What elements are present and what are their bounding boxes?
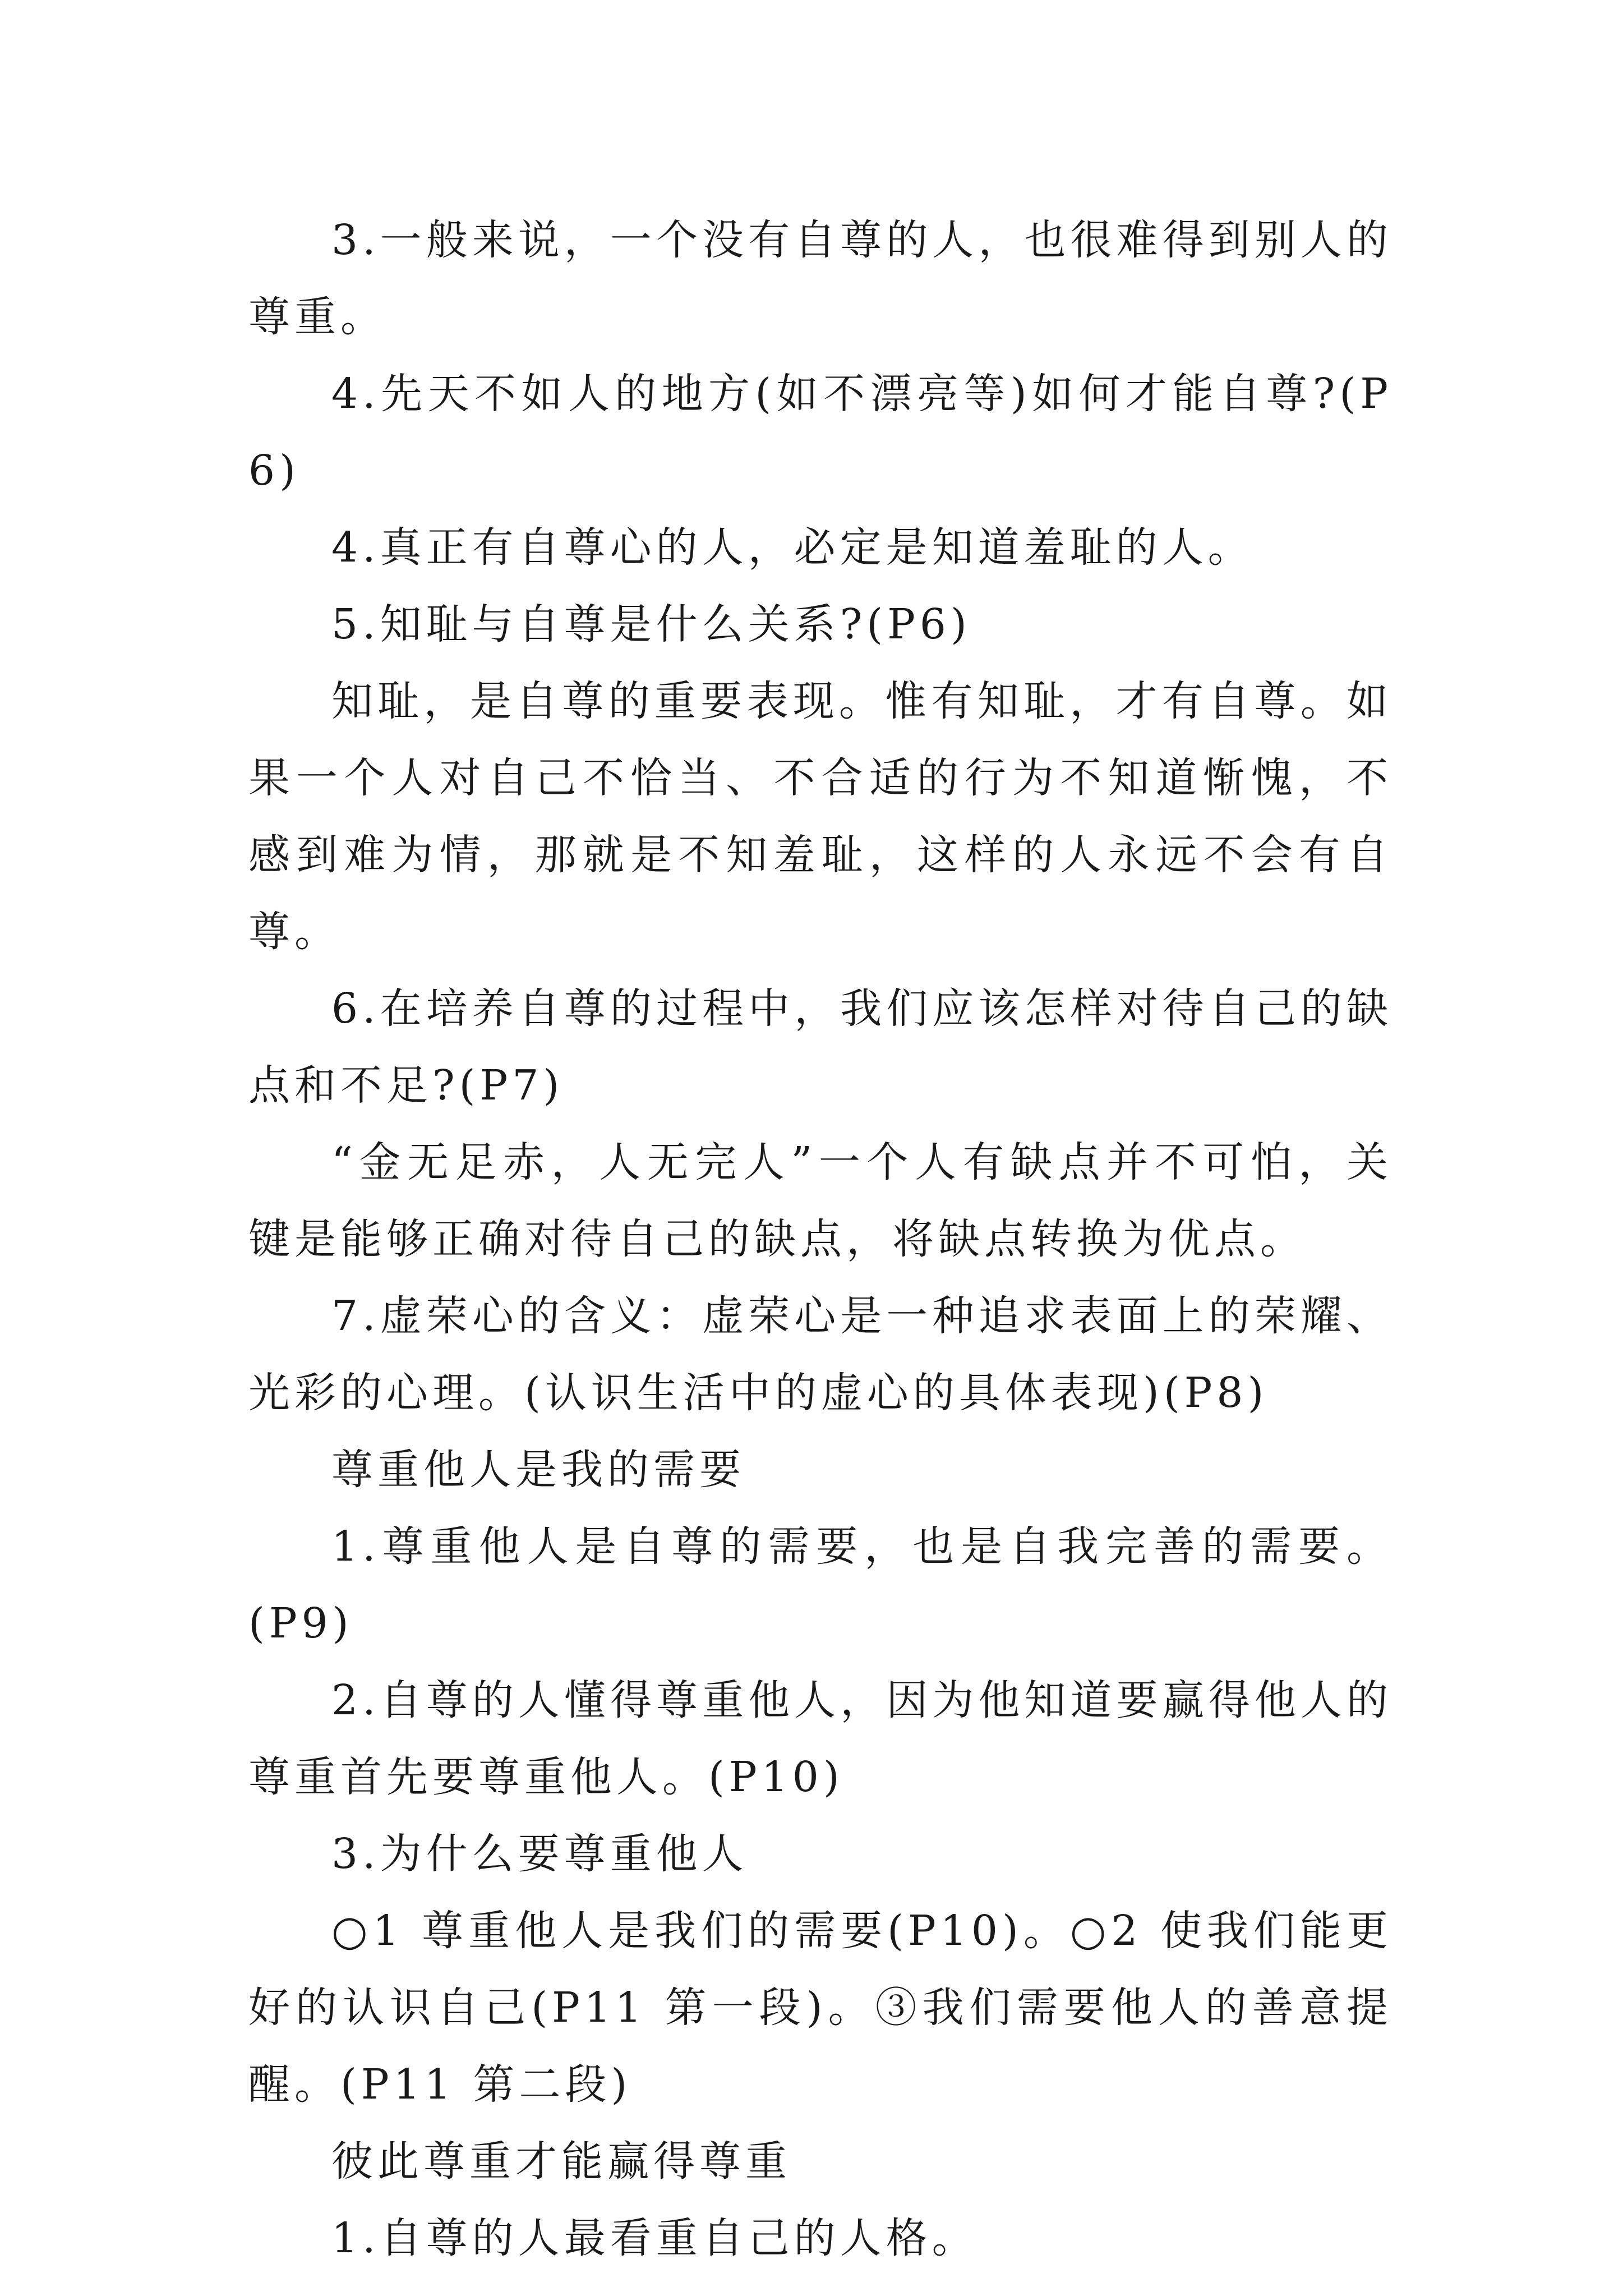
paragraph-4: 5.知耻与自尊是什么关系?(P6) xyxy=(331,600,971,648)
paragraph-8: 7.虚荣心的含义：虚荣心是一种追求表面上的荣耀、光彩的心理。(认识生活中的虚心的具体表现)(P8) xyxy=(248,1292,1393,1417)
paragraph-12: 3.为什么要尊重他人 xyxy=(331,1830,748,1878)
paragraph-11: 2.自尊的人懂得尊重他人，因为他知道要赢得他人的尊重首先要尊重他人。(P10) xyxy=(248,1676,1393,1801)
section-heading-respect-others: 尊重他人是我的需要 xyxy=(331,1446,745,1494)
paragraph-2: 4.先天不如人的地方(如不漂亮等)如何才能自尊?(P6) xyxy=(248,370,1393,495)
paragraph-5: 知耻，是自尊的重要表现。惟有知耻，才有自尊。如果一个人对自己不恰当、不合适的行为不知道惭愧，不感到难为情，那就是不知羞耻，这样的人永远不会有自尊。 xyxy=(248,677,1393,956)
paragraph-15: 1.自尊的人最看重自己的人格。 xyxy=(331,2214,978,2262)
paragraph-1: 3.一般来说，一个没有自尊的人，也很难得到别人的尊重。 xyxy=(248,216,1393,341)
section-heading-mutual-respect: 彼此尊重才能赢得尊重 xyxy=(331,2137,791,2185)
paragraph-6: 6.在培养自尊的过程中，我们应该怎样对待自己的缺点和不足?(P7) xyxy=(248,984,1393,1110)
paragraph-10: 1.尊重他人是自尊的需要，也是自我完善的需要。(P9) xyxy=(248,1522,1393,1648)
paragraph-7: “金无足赤，人无完人”一个人有缺点并不可怕，关键是能够正确对待自己的缺点，将缺点转换为优点。 xyxy=(248,1138,1393,1263)
paragraph-3: 4.真正有自尊心的人，必定是知道羞耻的人。 xyxy=(331,523,1254,572)
paragraph-13: ○1 尊重他人是我们的需要(P10)。○2 使我们能更好的认识自己(P11 第一段)。③我们需要他人的善意提醒。(P11 第二段) xyxy=(248,1907,1393,2109)
document-body xyxy=(248,202,1393,2277)
